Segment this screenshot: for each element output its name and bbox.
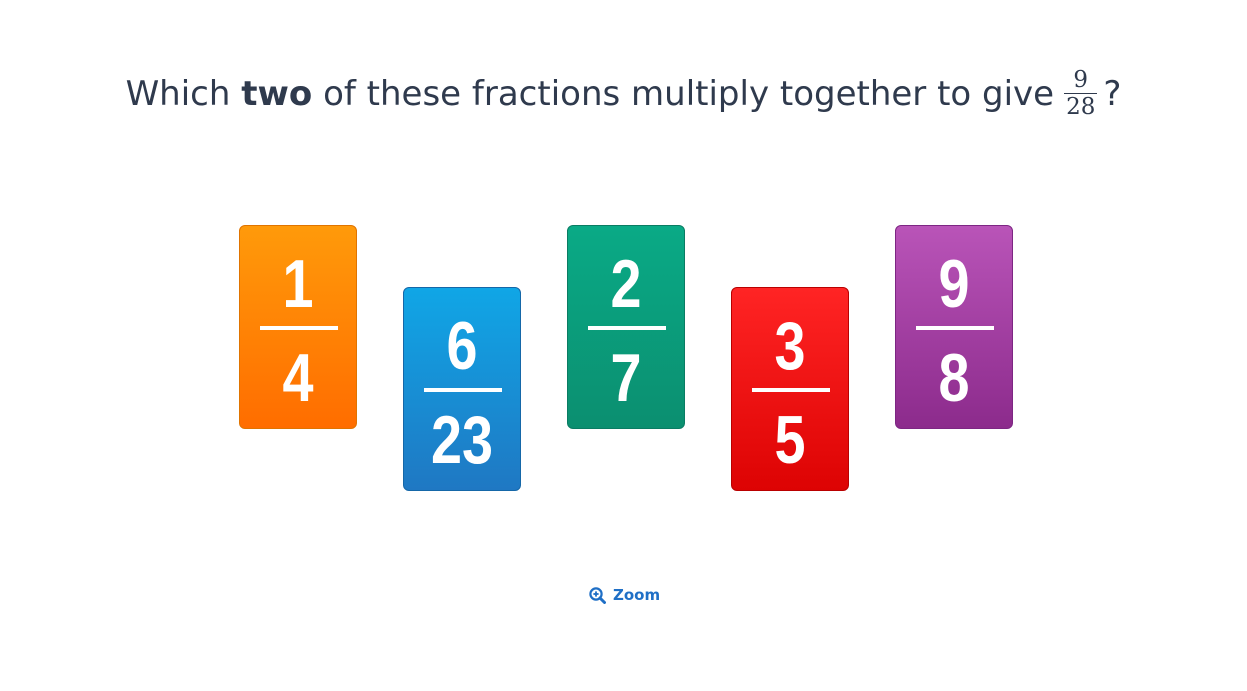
card-numerator: 1 — [282, 246, 314, 322]
fraction-bar — [588, 326, 666, 330]
card-denominator: 8 — [938, 340, 970, 416]
question-emphasis: two — [241, 74, 313, 114]
question-prefix: Which — [125, 74, 231, 114]
target-numerator: 9 — [1064, 68, 1097, 94]
fraction-card-6-23[interactable] — [403, 287, 521, 491]
target-fraction — [1064, 68, 1097, 119]
fraction-card-3-5[interactable] — [731, 287, 849, 491]
card-denominator: 23 — [430, 402, 494, 478]
card-numerator: 6 — [446, 308, 478, 384]
target-denominator: 28 — [1066, 94, 1096, 120]
card-numerator: 2 — [610, 246, 642, 322]
question-text — [0, 64, 1247, 124]
card-denominator: 7 — [610, 340, 642, 416]
card-denominator: 4 — [282, 340, 314, 416]
fraction-bar — [260, 326, 338, 330]
card-numerator: 3 — [774, 308, 806, 384]
zoom-in-icon — [589, 587, 606, 604]
fraction-bar — [916, 326, 994, 330]
question-middle: of these fractions multiply together to give — [323, 74, 1055, 114]
question-suffix: ? — [1103, 74, 1122, 114]
fraction-bar — [424, 388, 502, 392]
zoom-label: Zoom — [613, 586, 661, 604]
fraction-bar — [752, 388, 830, 392]
card-denominator: 5 — [774, 402, 806, 478]
card-numerator: 9 — [938, 246, 970, 322]
zoom-button[interactable] — [589, 583, 660, 607]
fraction-card-9-8[interactable] — [895, 225, 1013, 429]
fraction-card-2-7[interactable] — [567, 225, 685, 429]
fraction-card-1-4[interactable] — [239, 225, 357, 429]
